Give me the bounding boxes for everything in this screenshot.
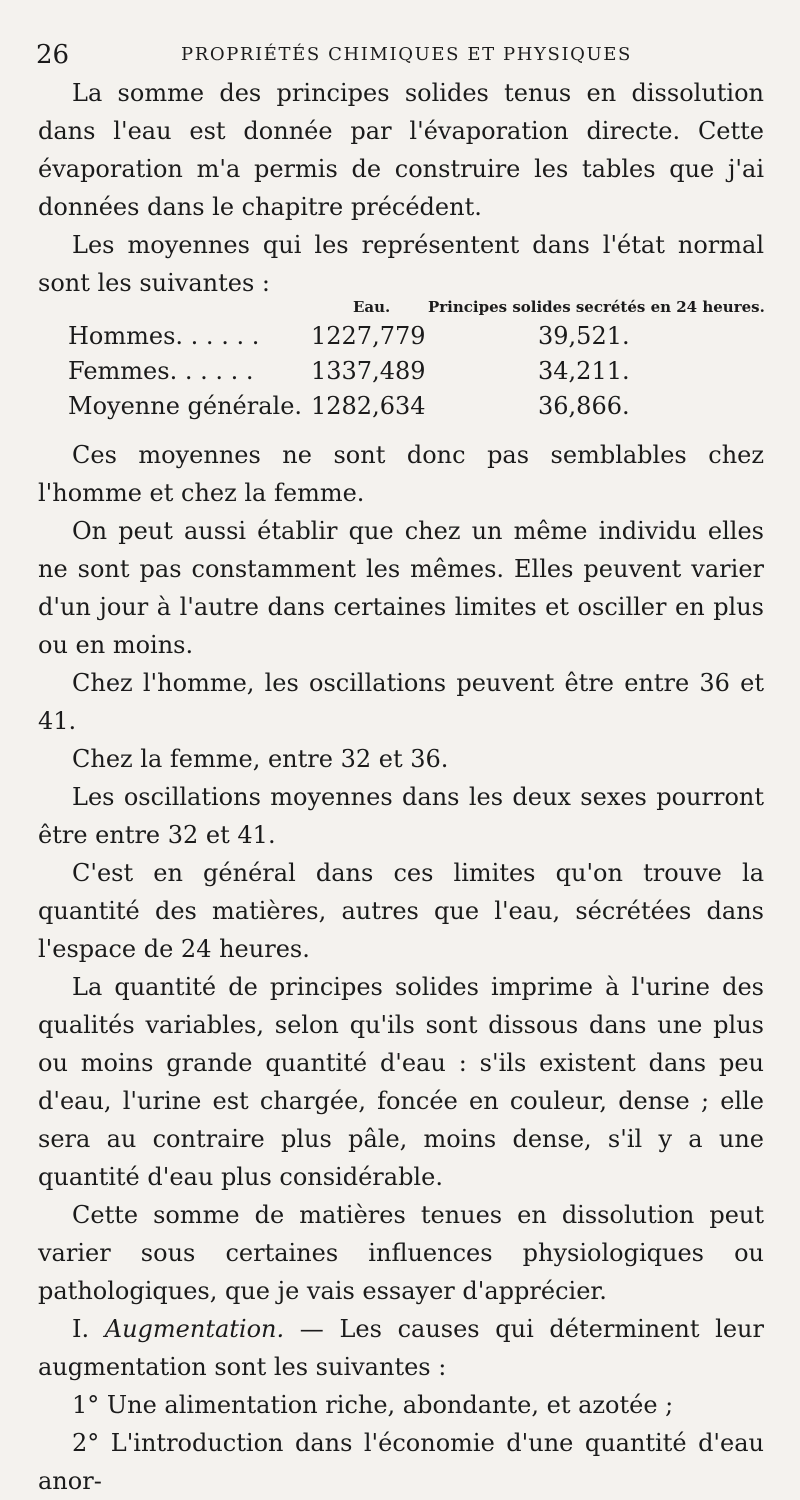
row-label: Moyenne générale.	[68, 392, 303, 420]
table-header	[68, 294, 768, 322]
section-numeral: I.	[72, 1315, 90, 1343]
averages-table	[68, 294, 768, 427]
section-title: Augmentation.	[104, 1315, 285, 1343]
paragraph: La somme des principes solides tenus en dissolution dans l'eau est donnée par l'évaporation directe. Cette évaporation m'a permis de construire les tables que j'ai données dans le chapitre précédent.	[38, 79, 764, 221]
solids-value: 34,211.	[538, 357, 630, 385]
cause-item: 1° Une alimentation riche, abondante, et azotée ;	[72, 1391, 674, 1419]
eau-value: 1282,634	[311, 392, 426, 420]
table-row	[68, 322, 768, 357]
eau-value: 1337,489	[311, 357, 426, 385]
paragraph: Ces moyennes ne sont donc pas semblables chez l'homme et chez la femme.	[38, 441, 764, 507]
page-number: 26	[36, 40, 70, 70]
augmentation-paragraph	[38, 1310, 764, 1386]
body-text	[38, 436, 764, 1500]
paragraph: Les oscillations moyennes dans les deux sexes pourront être entre 32 et 41.	[38, 783, 764, 849]
page-header	[36, 40, 766, 74]
table-row	[68, 392, 768, 427]
column-header-eau: Eau.	[353, 298, 391, 316]
solids-value: 36,866.	[538, 392, 630, 420]
section-text: — Les causes qui déterminent leur augmentation sont les suivantes :	[38, 1315, 764, 1381]
solids-value: 39,521.	[538, 322, 630, 350]
column-header-solids: Principes solides secrétés en 24 heures.	[428, 298, 765, 316]
row-label: Hommes. . . . . .	[68, 322, 260, 350]
paragraph: C'est en général dans ces limites qu'on trouve la quantité des matières, autres que l'eau, sécrétées dans l'espace de 24 heures.	[38, 859, 764, 963]
intro-text	[38, 74, 764, 302]
eau-value: 1227,779	[311, 322, 426, 350]
running-title: PROPRIÉTÉS CHIMIQUES ET PHYSIQUES	[181, 44, 632, 65]
paragraph: Cette somme de matières tenues en dissolution peut varier sous certaines influences physiologiques ou pathologiques, que je vais essayer d'apprécier.	[38, 1201, 764, 1305]
paragraph: Chez la femme, entre 32 et 36.	[72, 745, 449, 773]
row-label: Femmes. . . . . .	[68, 357, 254, 385]
cause-item: 2° L'introduction dans l'économie d'une quantité d'eau anor-	[38, 1429, 764, 1495]
paragraph: Chez l'homme, les oscillations peuvent être entre 36 et 41.	[38, 669, 764, 735]
table-row	[68, 357, 768, 392]
paragraph: On peut aussi établir que chez un même individu elles ne sont pas constamment les mêmes. Elles peuvent varier d'un jour à l'autre dans certaines limites et osciller en plus ou en moins.	[38, 517, 764, 659]
paragraph: Les moyennes qui les représentent dans l'état normal sont les suivantes :	[38, 231, 764, 297]
paragraph: La quantité de principes solides imprime à l'urine des qualités variables, selon qu'ils sont dissous dans une plus ou moins grande quantité d'eau : s'ils existent dans peu d'eau, l'urine est chargée, foncée en couleur, dense ; elle sera au contraire plus pâle, moins dense, s'il y a une quantité d'eau plus considérable.	[38, 973, 764, 1191]
